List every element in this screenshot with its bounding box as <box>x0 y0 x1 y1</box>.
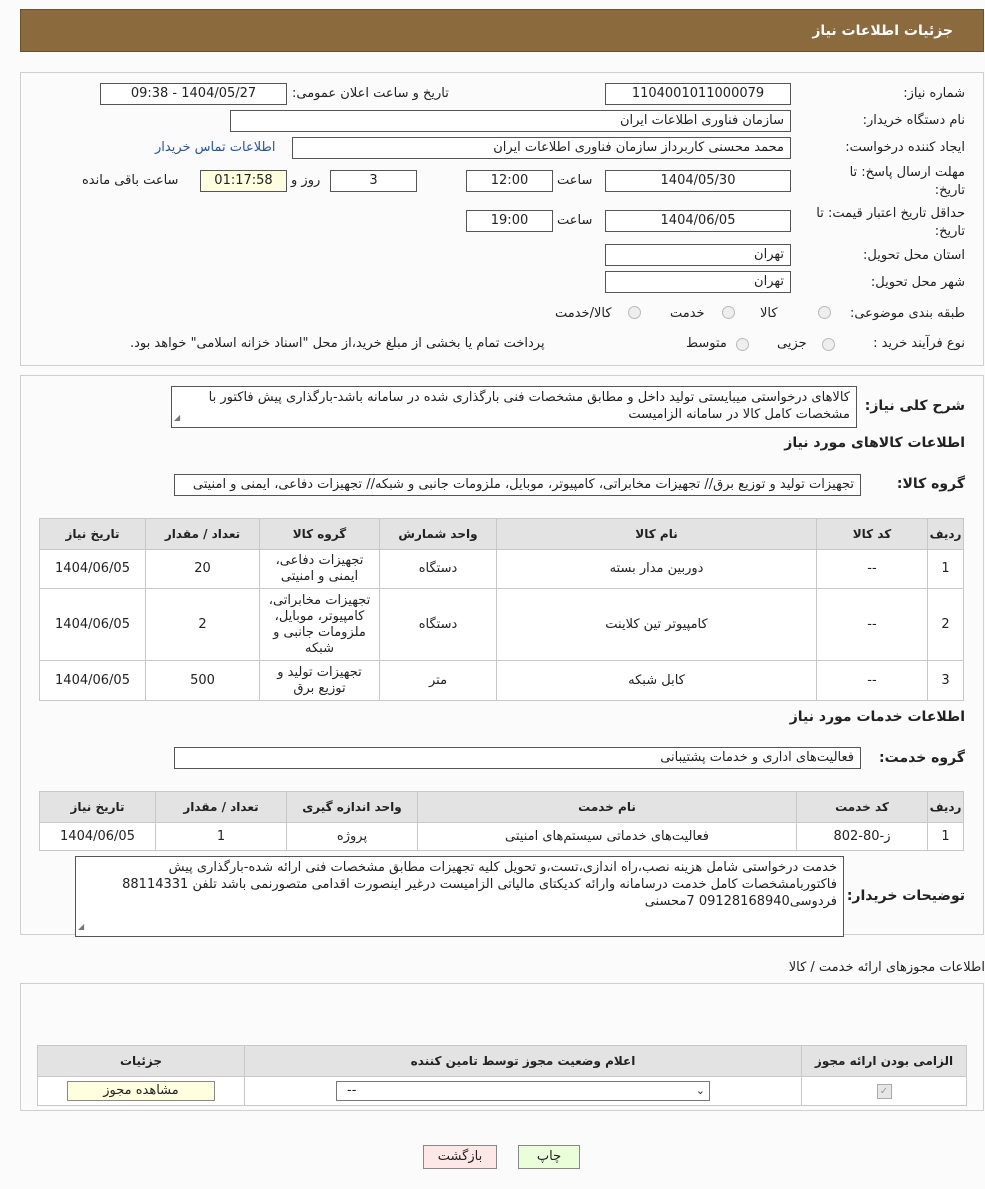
goods-col-qty: تعداد / مقدار <box>146 519 260 550</box>
deadline-label: مهلت ارسال پاسخ: تا <box>849 165 965 180</box>
category-option-service: خدمت <box>670 306 705 321</box>
category-option-goods: کالا <box>760 306 778 321</box>
goods-group-field: تجهیزات تولید و توزیع برق// تجهیزات مخابراتی، کامپیوتر، موبایل، ملزومات جانبی و شبکه// تجهیزات دفاعی، ایمنی و امنیتی <box>174 474 861 496</box>
buyer-org-label: نام دستگاه خریدار: <box>862 113 965 128</box>
licenses-table-header <box>38 1046 967 1077</box>
table-row <box>40 661 964 701</box>
services-table-header <box>40 792 964 823</box>
cell-name: فعالیت‌های خدماتی سیستم‌های امنیتی <box>418 823 797 851</box>
validity-date-field: 1404/06/05 <box>605 210 791 232</box>
category-radio-service[interactable] <box>722 306 735 319</box>
goods-col-date: تاریخ نیاز <box>40 519 146 550</box>
license-status-value: -- <box>347 1083 357 1098</box>
cell-code: -- <box>817 661 928 701</box>
days-label: روز و <box>291 173 321 188</box>
status-cell <box>245 1077 802 1106</box>
services-col-row: ردیف <box>928 792 964 823</box>
deadline-time-field: 12:00 <box>466 170 553 192</box>
cell-unit: متر <box>380 661 497 701</box>
need-number-label: شماره نیاز: <box>903 86 965 101</box>
resize-handle-icon: ◢ <box>174 413 181 422</box>
table-row <box>38 1077 967 1106</box>
goods-table-header <box>40 519 964 550</box>
resize-handle-icon: ◢ <box>78 922 85 931</box>
category-radio-goods-service[interactable] <box>628 306 641 319</box>
category-label: طبقه بندی موضوعی: <box>849 306 965 321</box>
category-radio-goods[interactable] <box>818 306 831 319</box>
description-label: شرح کلی نیاز: <box>864 398 965 414</box>
province-label: استان محل تحویل: <box>863 248 965 263</box>
purchase-radio-minor[interactable] <box>822 338 835 351</box>
announce-label: تاریخ و ساعت اعلان عمومی: <box>292 86 449 101</box>
cell-group: تجهیزات مخابراتی، کامپیوتر، موبایل، ملزومات جانبی و شبکه <box>260 589 380 661</box>
purchase-radio-medium[interactable] <box>736 338 749 351</box>
cell-name: کابل شبکه <box>497 661 817 701</box>
cell-code: -- <box>817 550 928 589</box>
city-field: تهران <box>605 271 791 293</box>
required-cell <box>802 1077 967 1106</box>
cell-qty: 20 <box>146 550 260 589</box>
services-section-title: اطلاعات خدمات مورد نیاز <box>789 709 965 725</box>
buyer-org-field: سازمان فناوری اطلاعات ایران <box>230 110 791 132</box>
cell-unit: پروژه <box>287 823 418 851</box>
cell-date: 1404/06/05 <box>40 550 146 589</box>
cell-group: تجهیزات تولید و توزیع برق <box>260 661 380 701</box>
cell-qty: 500 <box>146 661 260 701</box>
details-cell <box>38 1077 245 1106</box>
cell-date: 1404/06/05 <box>40 823 156 851</box>
required-checkbox[interactable]: ✓ <box>877 1084 892 1099</box>
cell-qty: 1 <box>156 823 287 851</box>
cell-date: 1404/06/05 <box>40 661 146 701</box>
description-text: کالاهای درخواستی میبایستی تولید داخل و مطابق مشخصات فنی بارگذاری شده در سامانه باشد-بارگذاری پیش فاکتور با مشخصات کامل کالا در سامانه الزامیست <box>208 390 850 422</box>
cell-name: دوربین مدار بسته <box>497 550 817 589</box>
licenses-table <box>37 1045 967 1106</box>
category-option-goods-service: کالا/خدمت <box>555 306 612 321</box>
requester-field: محمد محسنی کاربرداز سازمان فناوری اطلاعات ایران <box>292 137 791 159</box>
deadline-time-label: ساعت <box>557 173 593 188</box>
cell-row: 2 <box>928 589 964 661</box>
goods-section-title: اطلاعات کالاهای مورد نیاز <box>784 435 965 451</box>
validity-label-date: تاریخ: <box>934 224 965 239</box>
buyer-contact-link[interactable]: اطلاعات تماس خریدار <box>155 140 276 155</box>
table-row <box>40 823 964 851</box>
deadline-date-field: 1404/05/30 <box>605 170 791 192</box>
back-button[interactable]: بازگشت <box>423 1145 497 1169</box>
view-license-button[interactable]: مشاهده مجوز <box>67 1081 215 1101</box>
licenses-col-required: الزامی بودن ارائه مجوز <box>802 1046 967 1077</box>
page-header: جزئیات اطلاعات نیاز <box>20 9 984 52</box>
service-group-label: گروه خدمت: <box>879 750 965 766</box>
cell-unit: دستگاه <box>380 589 497 661</box>
purchase-note: پرداخت تمام یا بخشی از مبلغ خرید،از محل "اسناد خزانه اسلامی" خواهد بود. <box>130 336 545 351</box>
goods-col-unit: واحد شمارش <box>380 519 497 550</box>
goods-col-name: نام کالا <box>497 519 817 550</box>
cell-code: ز-80-802 <box>797 823 928 851</box>
goods-group-label: گروه کالا: <box>896 476 965 492</box>
licenses-col-status: اعلام وضعیت مجوز توسط تامین کننده <box>245 1046 802 1077</box>
cell-row: 1 <box>928 550 964 589</box>
services-col-date: تاریخ نیاز <box>40 792 156 823</box>
goods-col-group: گروه کالا <box>260 519 380 550</box>
licenses-col-details: جزئیات <box>38 1046 245 1077</box>
deadline-label-date: تاریخ: <box>934 183 965 198</box>
cell-qty: 2 <box>146 589 260 661</box>
buyer-notes-label: توضیحات خریدار: <box>846 888 965 904</box>
services-col-code: کد خدمت <box>797 792 928 823</box>
services-col-qty: تعداد / مقدار <box>156 792 287 823</box>
purchase-option-medium: متوسط <box>686 336 727 351</box>
requester-label: ایجاد کننده درخواست: <box>845 140 965 155</box>
description-textarea <box>171 386 857 428</box>
validity-time-label: ساعت <box>557 213 593 228</box>
services-col-unit: واحد اندازه گیری <box>287 792 418 823</box>
cell-row: 3 <box>928 661 964 701</box>
license-status-select[interactable] <box>336 1081 710 1101</box>
purchase-type-label: نوع فرآیند خرید : <box>873 336 965 351</box>
city-label: شهر محل تحویل: <box>870 275 965 290</box>
need-number-field: 1104001011000079 <box>605 83 791 105</box>
table-row <box>40 589 964 661</box>
buyer-notes-textarea <box>75 856 844 937</box>
services-col-name: نام خدمت <box>418 792 797 823</box>
table-row <box>40 550 964 589</box>
province-field: تهران <box>605 244 791 266</box>
purchase-option-minor: جزیی <box>777 336 807 351</box>
print-button[interactable]: چاپ <box>518 1145 580 1169</box>
licenses-section-title: اطلاعات مجوزهای ارائه خدمت / کالا <box>788 960 985 975</box>
remaining-label: ساعت باقی مانده <box>82 173 179 188</box>
cell-name: کامپیوتر تین کلاینت <box>497 589 817 661</box>
validity-time-field: 19:00 <box>466 210 553 232</box>
chevron-down-icon: ⌄ <box>695 1084 705 1097</box>
service-group-field: فعالیت‌های اداری و خدمات پشتیبانی <box>174 747 861 769</box>
cell-row: 1 <box>928 823 964 851</box>
remaining-time-field: 01:17:58 <box>200 170 287 192</box>
cell-code: -- <box>817 589 928 661</box>
goods-table <box>39 518 964 701</box>
goods-col-row: ردیف <box>928 519 964 550</box>
cell-group: تجهیزات دفاعی، ایمنی و امنیتی <box>260 550 380 589</box>
validity-label: حداقل تاریخ اعتبار قیمت: تا <box>816 206 965 221</box>
services-table <box>39 791 964 851</box>
remaining-days-field: 3 <box>330 170 417 192</box>
buyer-notes-text: خدمت درخواستی شامل هزینه نصب،راه اندازی،تست،و تحویل کلیه تجهیزات مطابق مشخصات فنی ارائه شده-بارگذاری پیش فاکتوربامشخصات کامل خدمت درسامانه وارائه کدیکتای مالیاتی الزامیست درغیر اینصورت اقدامی متصورنمی باشد تلفن 88114331 فردوسی09128168940 7محسنی <box>122 860 837 909</box>
cell-unit: دستگاه <box>380 550 497 589</box>
cell-date: 1404/06/05 <box>40 589 146 661</box>
goods-col-code: کد کالا <box>817 519 928 550</box>
announce-datetime-field: 1404/05/27 - 09:38 <box>100 83 287 105</box>
